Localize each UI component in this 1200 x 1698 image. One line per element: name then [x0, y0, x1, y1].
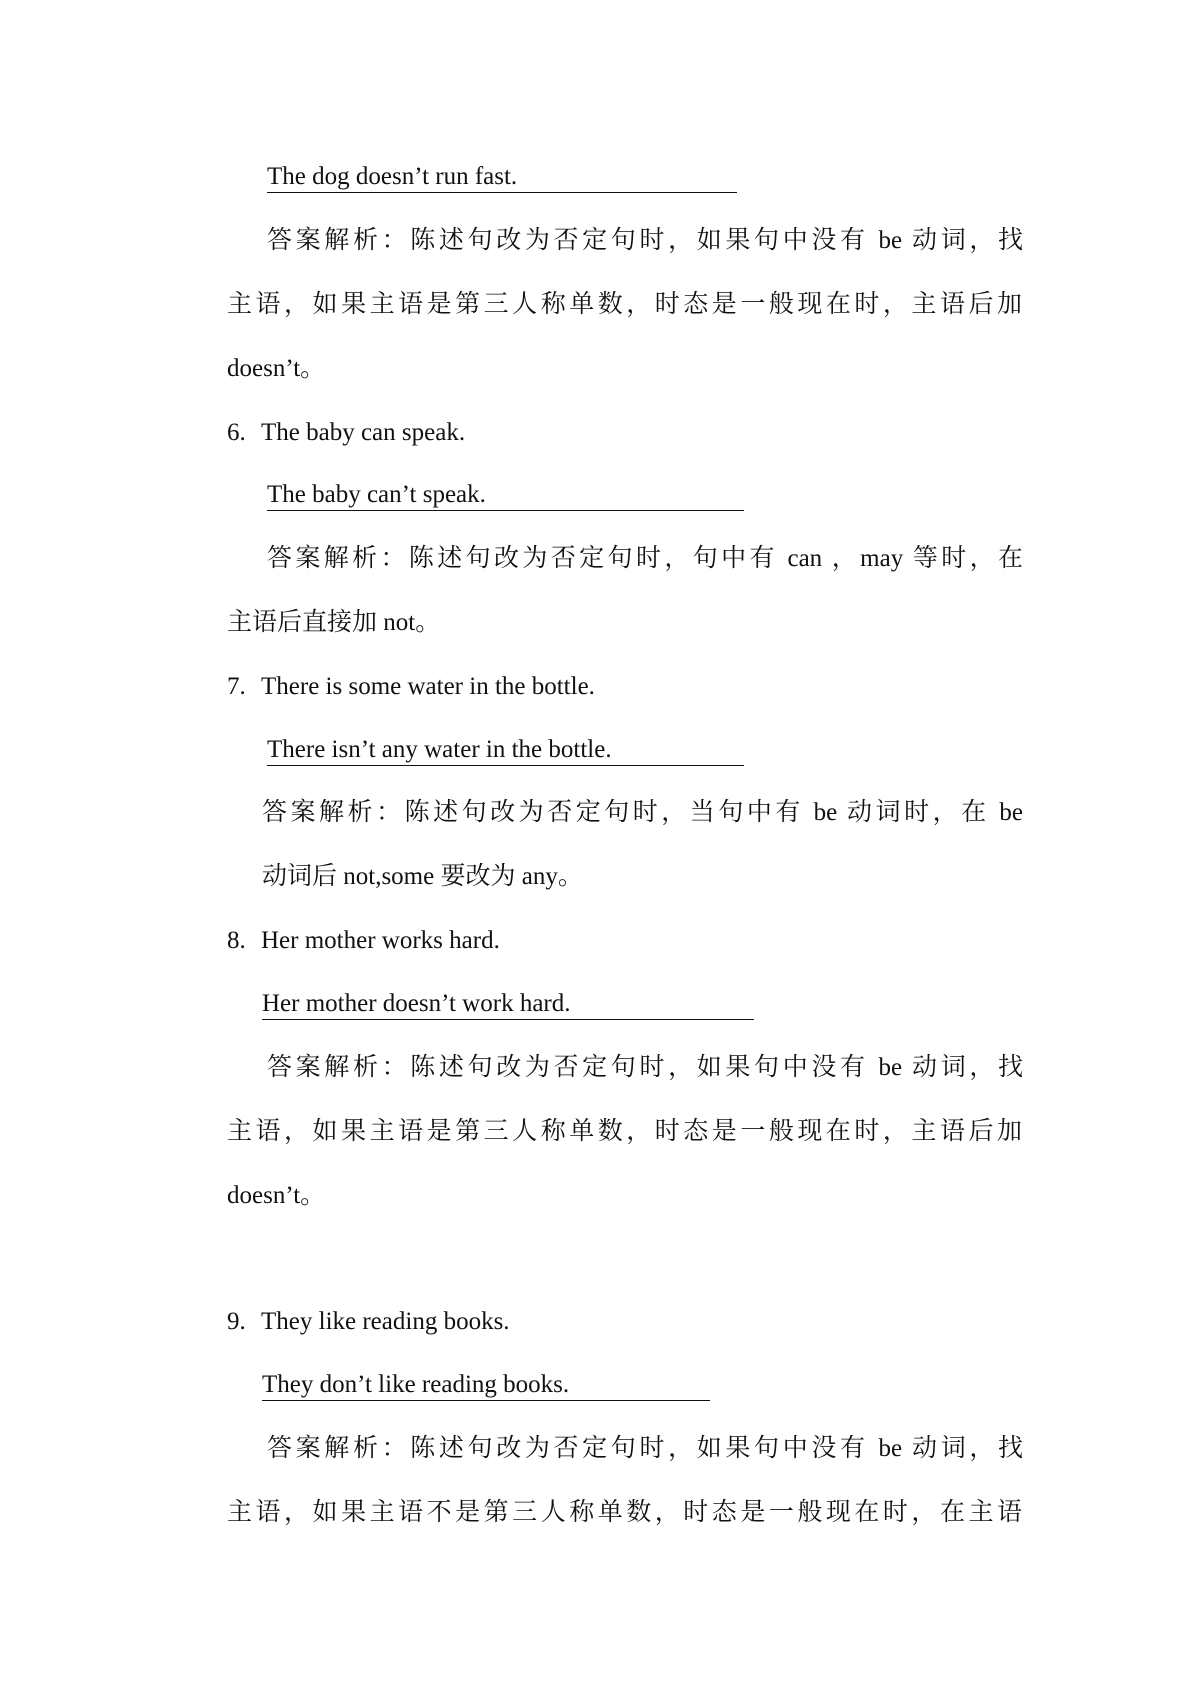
question-text: Her mother works hard.: [261, 927, 500, 954]
question-number: 7.: [227, 673, 246, 700]
question-number: 9.: [227, 1308, 246, 1335]
question-text: The baby can speak.: [261, 419, 466, 446]
explanation-line: 答案解析：陈述句改为否定句时，如果句中没有 be 动词，找: [267, 227, 1023, 254]
explanation-line: doesn’t。: [227, 355, 326, 382]
explanation-line: 主语后直接加 not。: [227, 609, 441, 636]
explanation-line: 主语，如果主语是第三人称单数，时态是一般现在时，主语后加: [227, 1118, 1022, 1145]
explanation-line: 动词后 not,some 要改为 any。: [262, 863, 583, 890]
question-line-9: [227, 1305, 510, 1339]
answer-text: They don’t like reading books.: [262, 1370, 710, 1401]
explanation-line: 主语，如果主语不是第三人称单数，时态是一般现在时，在主语: [227, 1499, 1022, 1526]
question-line-7: [227, 670, 595, 704]
explanation-line: 答案解析：陈述句改为否定句时，如果句中没有 be 动词，找: [267, 1435, 1023, 1462]
answer-text: The baby can’t speak.: [267, 480, 744, 511]
answer-text: Her mother doesn’t work hard.: [262, 989, 754, 1020]
answer-text: The dog doesn’t run fast.: [267, 162, 737, 193]
question-number: 8.: [227, 927, 246, 954]
answer-line-7: [267, 733, 744, 767]
answer-line-8: [262, 987, 754, 1021]
question-line-8: [227, 924, 500, 958]
question-line-6: [227, 416, 465, 450]
explanation-line: 答案解析：陈述句改为否定句时，如果句中没有 be 动词，找: [267, 1054, 1023, 1081]
answer-text: There isn’t any water in the bottle.: [267, 735, 744, 766]
explanation-line: 主语，如果主语是第三人称单数，时态是一般现在时，主语后加: [227, 291, 1022, 318]
question-number: 6.: [227, 419, 246, 446]
explanation-line: 答案解析：陈述句改为否定句时，当句中有 be 动词时，在 be: [262, 799, 1023, 826]
answer-line-9: [262, 1368, 710, 1402]
question-text: They like reading books.: [261, 1308, 510, 1335]
explanation-line: 答案解析：陈述句改为否定句时，句中有 can ，may 等时，在: [267, 545, 1023, 572]
explanation-line: doesn’t。: [227, 1182, 326, 1209]
answer-line-5: [267, 160, 737, 194]
answer-line-6: [267, 478, 744, 512]
question-text: There is some water in the bottle.: [261, 673, 595, 700]
